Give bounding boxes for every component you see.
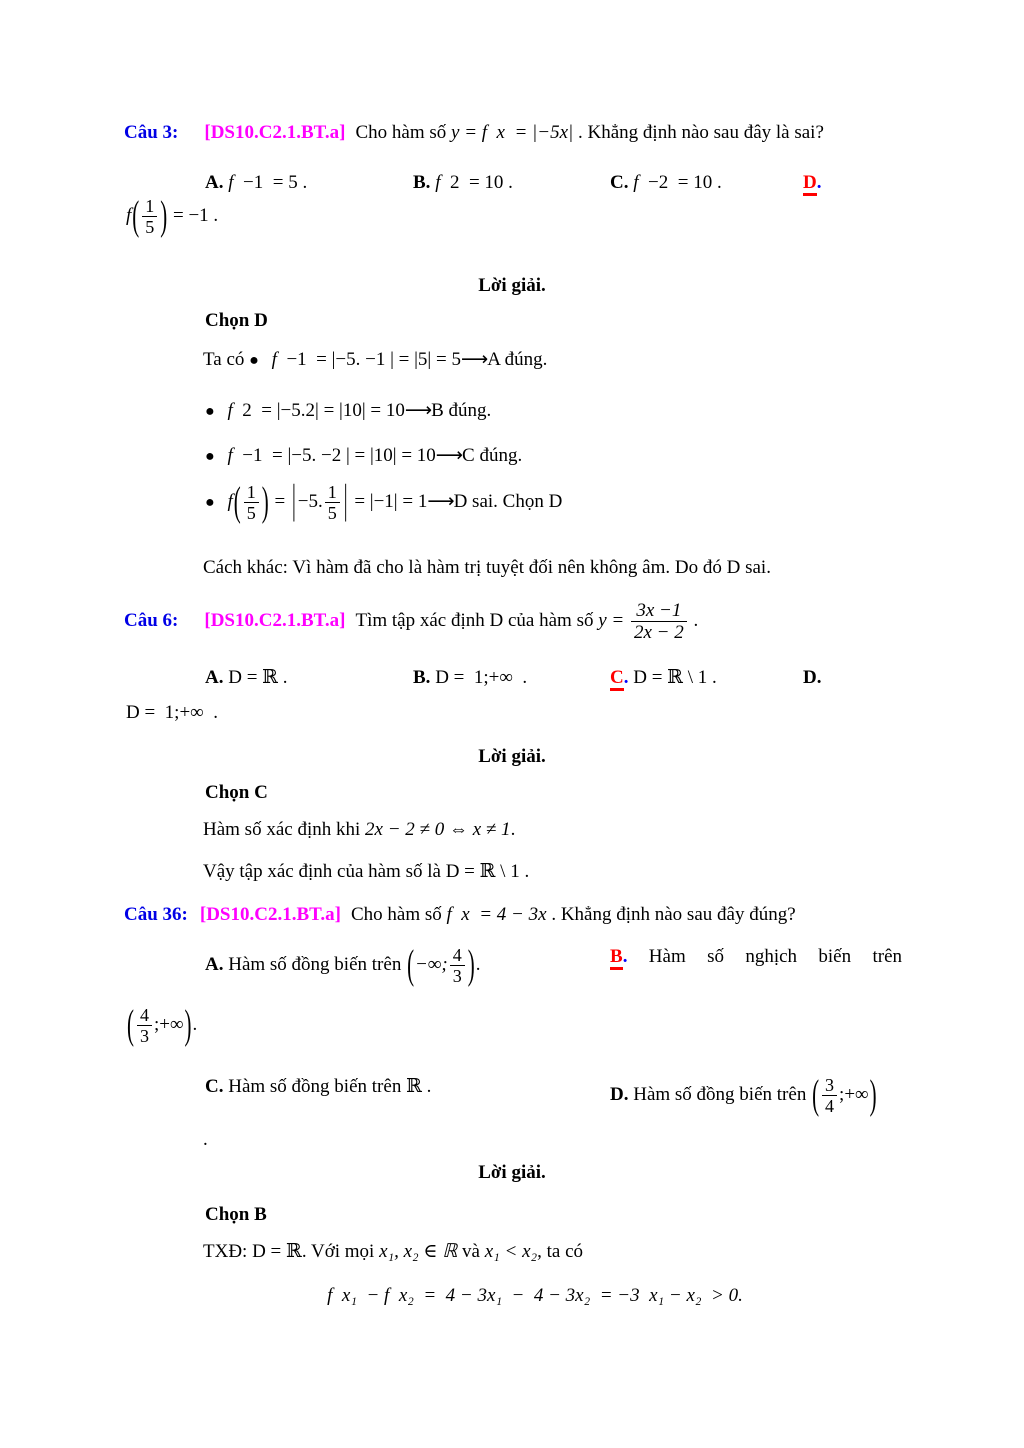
q36-final-equation-text: f x₁ − f x₂ = 4 − 3x₁ − 4 − 3x₂ = −3 x₁ − x₂ > 0.: [327, 1285, 743, 1306]
q36-option-b-dot: .: [622, 946, 628, 967]
fraction: [822, 1075, 837, 1116]
q3-option-a-f: f: [228, 172, 234, 193]
q3-b4-eq1: =: [274, 491, 286, 513]
q6-solution-heading: [124, 745, 900, 770]
q6-s2-math: D = ℝ \ 1: [445, 861, 520, 882]
q3-b4-eq2: = |−1| = 1: [354, 491, 428, 513]
q6-setD: D: [489, 610, 504, 632]
q36-option-b-carry: [126, 1001, 198, 1048]
chon-text: Chọn D: [205, 310, 268, 331]
q3-option-a: [205, 171, 413, 196]
paren-close: ): [261, 478, 269, 525]
bullet-icon: ●: [205, 403, 215, 420]
q36-option-d: [610, 1071, 878, 1118]
paren-open: (: [812, 1071, 820, 1118]
q36-stem-post: . Khẳng định nào sau đây đúng?: [546, 904, 796, 925]
q3-stem-pre: Cho hàm số: [355, 122, 447, 143]
q3-b3-math: −1 = |−5. −2 | = |10| = 10: [232, 445, 436, 466]
fraction: [244, 482, 259, 523]
q3-b1-math: −1 = |−5. −1 | = |5| = 5: [276, 349, 461, 370]
q6-option-c-dot: .: [623, 667, 629, 688]
implies-arrow: ⟶: [460, 348, 488, 370]
q3-b2-math: 2 = |−5.2| = |10| = 10: [232, 400, 405, 421]
fraction: [137, 1005, 152, 1046]
q6-option-b: [413, 666, 610, 691]
q3-option-b: [413, 171, 610, 196]
q36-option-d-inf: ;+∞: [839, 1084, 869, 1106]
q6-option-a-label: A.: [205, 667, 224, 688]
q6-s2-pre: Vậy tập xác định của hàm số là: [203, 861, 441, 882]
fraction-denominator: 2x − 2: [634, 622, 684, 644]
paren-close: ): [160, 192, 168, 239]
fraction-denominator: 3: [452, 966, 462, 987]
q3-remark-text: Cách khác: Vì hàm đã cho là hàm trị tuyệt đối nên không âm. Do đó D sai.: [203, 557, 771, 578]
q3-b4-tail: D sai. Chọn D: [453, 491, 563, 513]
paren-open: (: [233, 478, 241, 525]
q36-options-row-cd: [205, 1071, 945, 1118]
q3-carry-eq: = −1 .: [172, 205, 219, 227]
q6-solution-line-1: [203, 818, 515, 843]
q36-option-b-label: B: [610, 946, 623, 970]
q36-txd-mid: . Với mọi: [301, 1241, 375, 1262]
q6-question-tag: [DS10.C2.1.BT.a]: [204, 610, 346, 632]
q36-txd-end: , ta có: [537, 1241, 584, 1262]
q36-question-label: Câu 36:: [124, 904, 188, 925]
q3-bullet-4: [205, 478, 563, 525]
q36-option-b-text: Hàm số nghịch biến trên: [648, 946, 902, 967]
fraction-numerator: 3x −1: [631, 600, 687, 622]
q36-txd-domain: D = ℝ: [252, 1241, 302, 1262]
q3-option-d-dot: .: [816, 172, 822, 193]
q3-option-c: [610, 171, 803, 196]
q3-option-b-f: f: [435, 172, 441, 193]
q36-solution-heading: [124, 1161, 900, 1186]
q3-carry-f: f: [126, 205, 132, 227]
q3-stem-math: y = f x = |−5x|: [451, 122, 574, 143]
q3-stem-line: [124, 121, 824, 146]
q3-question-tag: [DS10.C2.1.BT.a]: [204, 122, 346, 143]
fraction-numerator: 3: [822, 1075, 837, 1096]
q3-option-d-carry: [126, 192, 219, 239]
fraction: [450, 945, 465, 986]
fraction-denominator: 5: [327, 503, 337, 524]
abs-bar: |: [291, 478, 296, 524]
q6-option-d-label: D.: [803, 667, 822, 688]
bullet-icon: ●: [205, 448, 215, 465]
fraction-numerator: 1: [244, 482, 259, 503]
q3-b3-f: f: [227, 445, 233, 466]
q36-chosen-answer: [205, 1203, 267, 1228]
fraction: [631, 600, 687, 644]
implies-arrow: ⟶: [404, 399, 432, 421]
q36-option-a-label: A.: [205, 954, 224, 976]
q36-option-c-text: Hàm số đồng biến trên ℝ .: [228, 1076, 432, 1097]
q36-stem-math: f x = 4 − 3x: [446, 904, 547, 925]
q6-option-d: [803, 666, 821, 691]
q6-stem-mid: của hàm số: [508, 610, 594, 632]
q3-option-c-math: −2 = 10 .: [638, 172, 722, 193]
q6-option-c-answer: [610, 666, 803, 691]
q3-chosen-answer: [205, 309, 268, 334]
q36-stray-period-text: .: [203, 1129, 208, 1150]
fraction-denominator: 3: [139, 1026, 149, 1047]
q6-s1-math: 2x − 2 ≠ 0 ⇔ x ≠ 1: [365, 819, 511, 840]
q6-solution-line-2: [203, 860, 529, 885]
q3-remark: [203, 556, 771, 581]
fraction-denominator: 4: [825, 1096, 835, 1117]
q36-stem-line: [124, 903, 796, 928]
q36-option-a-text: Hàm số đồng biến trên: [228, 954, 402, 976]
q3-option-c-label: C.: [610, 172, 629, 193]
paren-close: ): [184, 1001, 192, 1048]
q36-txd-math2: x₁ < x₂: [484, 1241, 538, 1262]
q3-options-row: [205, 171, 945, 196]
q6-stem-line: [124, 600, 698, 644]
paren-close: ): [467, 941, 475, 988]
q36-stem-pre: Cho hàm số: [350, 904, 442, 925]
q6-s2-end: .: [519, 861, 530, 882]
q36-carry-b-inf: ;+∞: [153, 1014, 184, 1036]
q6-option-b-label: B.: [413, 667, 431, 688]
q3-option-b-math: 2 = 10 .: [440, 172, 513, 193]
q6-option-c-math: D = ℝ \ 1 .: [633, 667, 717, 688]
q3-option-c-f: f: [633, 172, 639, 193]
loigiai-text: Lời giải.: [478, 746, 546, 767]
q3-b1-f: f: [271, 349, 277, 370]
q3-option-b-label: B.: [413, 172, 431, 193]
q3-b4-f: f: [227, 491, 233, 513]
q3-b1-tail: A đúng.: [487, 349, 548, 370]
q6-option-b-math: D = 1;+∞ .: [435, 667, 528, 688]
q3-option-a-label: A.: [205, 172, 224, 193]
q6-y-equals: y =: [598, 610, 625, 632]
q6-s1-pre: Hàm số xác định khi: [203, 819, 361, 840]
q6-stem-end: .: [693, 610, 699, 632]
implies-arrow: ⟶: [435, 444, 463, 466]
q3-b3-tail: C đúng.: [462, 445, 523, 466]
q36-option-c-label: C.: [205, 1076, 224, 1097]
paren-open: (: [407, 941, 415, 988]
fraction-numerator: 1: [325, 482, 340, 503]
q6-carry-math: D = 1;+∞ .: [126, 702, 218, 723]
q36-question-tag: [DS10.C2.1.BT.a]: [199, 904, 341, 925]
q36-carry-b-end: .: [192, 1014, 198, 1036]
paren-open: (: [132, 192, 140, 239]
q6-option-a-math: D = ℝ .: [228, 667, 288, 688]
loigiai-text: Lời giải.: [478, 275, 546, 296]
q3-bullet-3: [205, 443, 522, 469]
chon-text: Chọn C: [205, 782, 268, 803]
q6-chosen-answer: [205, 781, 268, 806]
fraction-denominator: 5: [145, 217, 155, 238]
q36-options-row-ab: [205, 941, 945, 988]
q36-txd-line: [203, 1240, 583, 1265]
q36-txd-pre: TXĐ:: [203, 1241, 248, 1262]
q36-stray-period: [203, 1128, 208, 1153]
paren-close: ): [869, 1071, 877, 1118]
bullet-icon: ●: [249, 352, 259, 369]
q6-option-d-carry: [126, 701, 218, 726]
q36-txd-math1: x₁, x₂ ∈ ℝ: [379, 1241, 458, 1262]
q3-b1-pre: Ta có: [203, 349, 245, 370]
q36-option-a: [205, 941, 610, 988]
q3-bullet-1: [203, 347, 547, 373]
q3-stem-post: . Khẳng định nào sau đây là sai?: [573, 122, 824, 143]
q6-stem-pre: Tìm tập xác định: [355, 610, 485, 632]
fraction: [325, 482, 340, 523]
chon-text: Chọn B: [205, 1204, 267, 1225]
abs-bar: |: [343, 478, 348, 524]
q6-s1-end: .: [510, 819, 516, 840]
implies-arrow: ⟶: [427, 490, 454, 513]
fraction-numerator: 4: [450, 945, 465, 966]
q3-option-d-label: D: [803, 172, 817, 196]
q36-option-c: [205, 1075, 610, 1116]
q36-txd-va: và: [462, 1241, 480, 1262]
bullet-icon: ●: [205, 494, 215, 512]
q3-option-a-math: −1 = 5 .: [233, 172, 308, 193]
q6-question-label: Câu 6:: [124, 610, 179, 632]
q6-options-row: [205, 666, 945, 691]
q3-b4-inbar: −5.: [297, 491, 323, 513]
q36-option-a-end: .: [475, 954, 481, 976]
loigiai-text: Lời giải.: [478, 1162, 546, 1183]
q36-option-d-label: D.: [610, 1084, 629, 1106]
q3-solution-heading: [124, 274, 900, 299]
q3-bullet-2: [205, 398, 491, 424]
fraction-denominator: 5: [246, 503, 256, 524]
q36-option-d-text: Hàm số đồng biến trên: [633, 1084, 807, 1106]
paren-open: (: [127, 1001, 134, 1048]
q6-option-c-label: C: [610, 667, 624, 691]
q6-option-a: [205, 666, 413, 691]
fraction-numerator: 1: [142, 196, 157, 217]
q36-option-a-inner: −∞;: [415, 954, 448, 976]
fraction: [142, 196, 157, 237]
q36-option-b-answer: [610, 945, 902, 986]
q3-b2-f: f: [227, 400, 233, 421]
q3-question-label: Câu 3:: [124, 122, 179, 143]
fraction-numerator: 4: [137, 1005, 152, 1026]
q3-b2-tail: B đúng.: [431, 400, 492, 421]
q36-final-equation: [150, 1284, 920, 1309]
q3-option-d-answer: [803, 171, 821, 196]
